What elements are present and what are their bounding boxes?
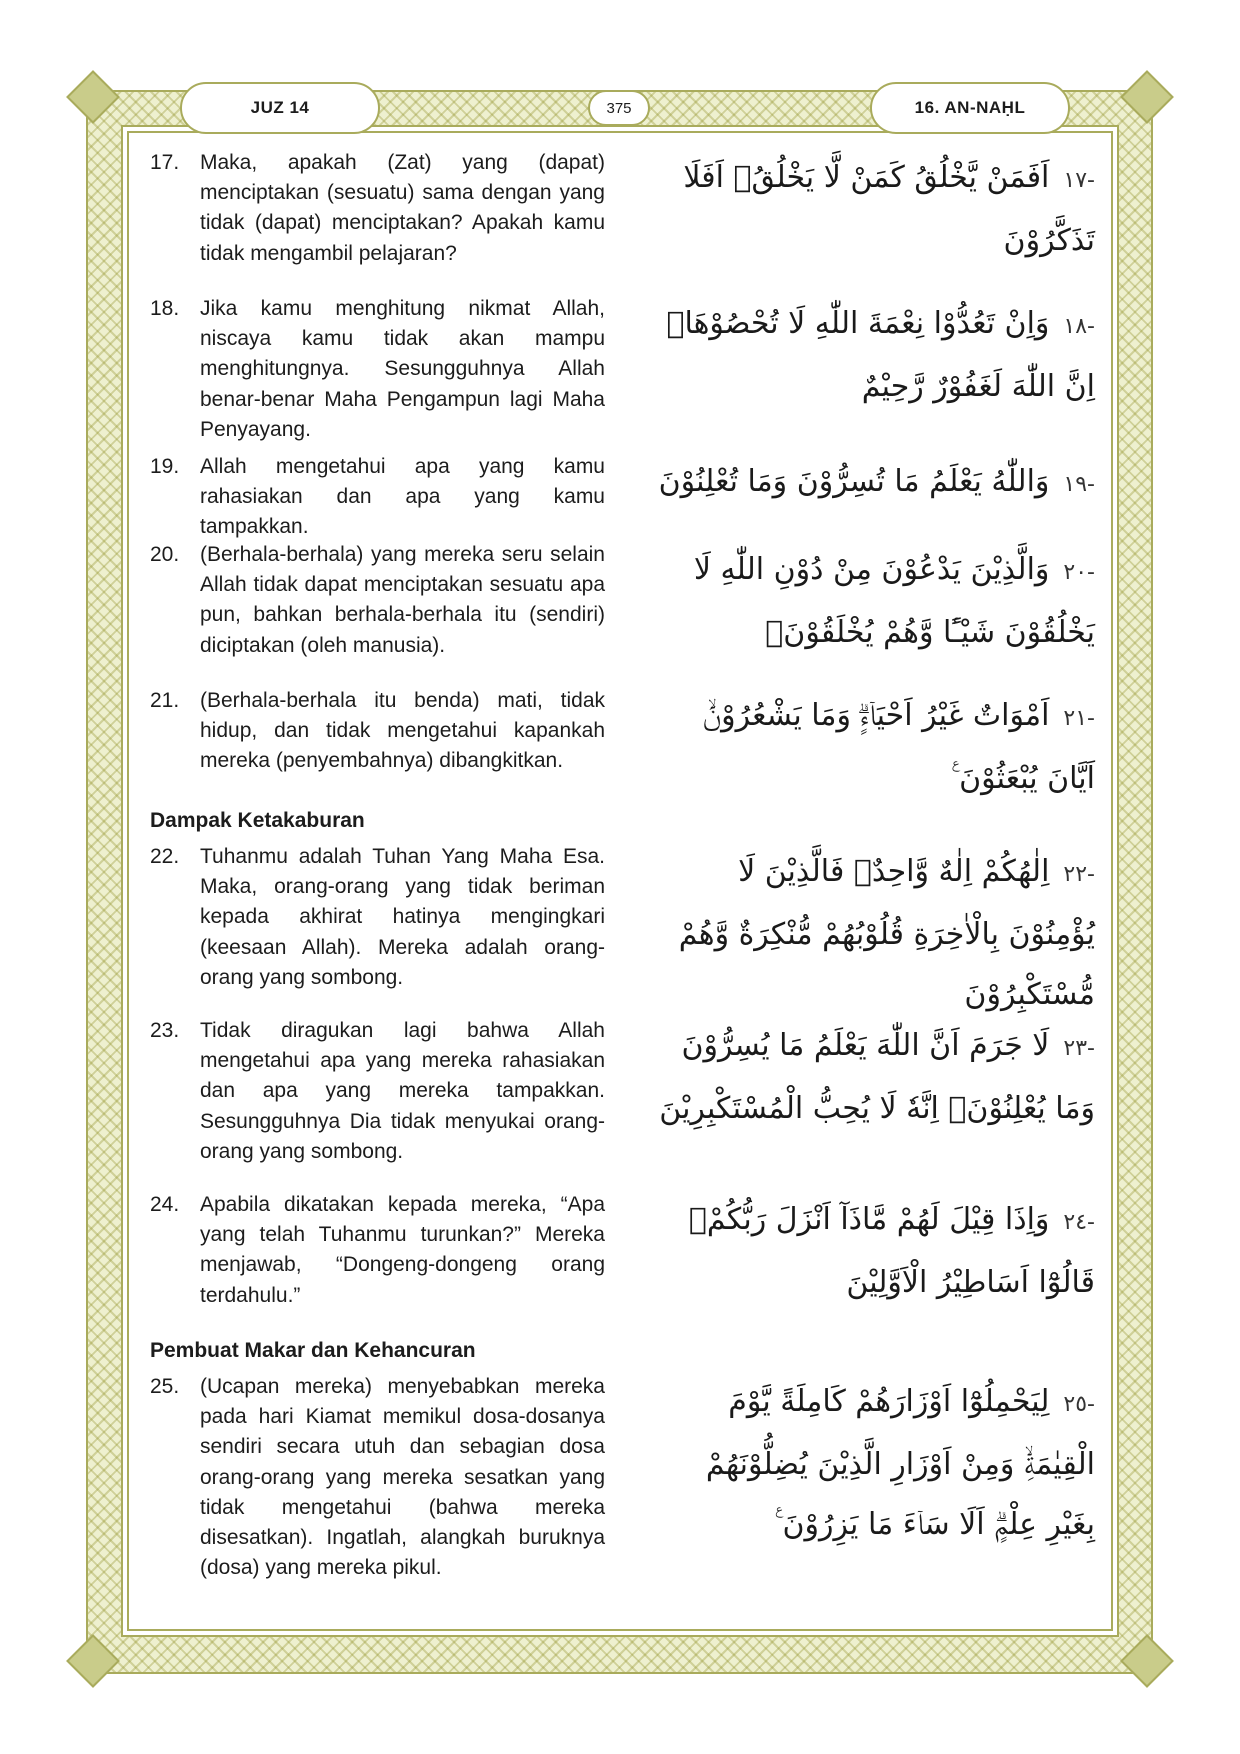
verse-21 — [150, 686, 1095, 806]
section-heading: Dampak Ketakaburan — [150, 809, 365, 832]
arabic-text-block — [650, 842, 1095, 1016]
arabic-verse-number: -١٨ — [1063, 314, 1095, 339]
arabic-text: اَمْوَاتٌ غَيْرُ اَحْيَاۤءٍۗ وَمَا يَشْعُرُوْنَۙ اَيَّانَ يُبْعَثُوْنَ ࣖ — [702, 698, 1095, 796]
arabic-text-block — [650, 686, 1095, 806]
verse-24 — [150, 1190, 1095, 1336]
arabic-text: وَاِنْ تَعُدُّوْا نِعْمَةَ اللّٰهِ لَا تُحْصُوْهَاۗ اِنَّ اللّٰهَ لَغَفُوْرٌ رَّحِيْمٌ — [666, 306, 1095, 404]
arabic-text-block — [650, 148, 1095, 294]
translation — [150, 540, 605, 686]
translation-text: (Berhala-berhala itu benda) mati, tidak hidup, dan tidak mengetahui kapankah mereka (penyembahnya) dibangkitkan. — [200, 689, 605, 773]
arabic-text-block — [650, 540, 1095, 686]
section-heading: Pembuat Makar dan Kehancuran — [150, 1339, 476, 1362]
verse-number: 24. — [150, 1193, 180, 1216]
arabic-text-block — [650, 294, 1095, 452]
translation-text: Jika kamu menghitung nikmat Allah, niscaya kamu tidak akan mampu menghitungnya. Sesungguhnya Allah benar-benar Maha Pengampun lagi Maha Penyayang. — [200, 297, 605, 441]
arabic-verse-number: -١٧ — [1063, 168, 1095, 193]
translation — [150, 686, 605, 806]
translation — [150, 1190, 605, 1336]
translation-text: Allah mengetahui apa yang kamu rahasiakan dan apa yang kamu tampakkan. — [200, 455, 605, 539]
verse-number: 21. — [150, 689, 180, 712]
translation-text: Apabila dikatakan kepada mereka, “Apa yang telah Tuhanmu turunkan?” Mereka menjawab, “Dongeng-dongeng orang terdahulu.” — [200, 1193, 605, 1307]
arabic-verse-number: -٢٤ — [1063, 1210, 1095, 1235]
arabic-verse-number: -١٩ — [1063, 472, 1095, 497]
verse-23 — [150, 1016, 1095, 1190]
arabic-text: اِلٰهُكُمْ اِلٰهٌ وَّاحِدٌۚ فَالَّذِيْنَ لَا يُؤْمِنُوْنَ بِالْاٰخِرَةِ قُلُوْبُهُمْ مُّنْكِرَةٌ وَّهُمْ مُّسْتَكْبِرُوْنَ — [678, 854, 1095, 1012]
translation — [150, 1372, 605, 1588]
arabic-text-block — [650, 1190, 1095, 1336]
arabic-text-block — [650, 1372, 1095, 1588]
arabic-verse-number: -٢١ — [1063, 706, 1095, 731]
translation-text: Maka, apakah (Zat) yang (dapat) menciptakan (sesuatu) sama dengan yang tidak (dapat) menciptakan? Apakah kamu tidak mengambil pelajaran? — [200, 151, 605, 265]
verse-25 — [150, 1372, 1095, 1588]
verse-20 — [150, 540, 1095, 686]
arabic-text: لِيَحْمِلُوْٓا اَوْزَارَهُمْ كَامِلَةً يَّوْمَ الْقِيٰمَةِۙ وَمِنْ اَوْزَارِ الَّذِيْنَ يُضِلُّوْنَهُمْ بِغَيْرِ عِلْمٍۗ اَلَا سَاۤءَ مَا يَزِرُوْنَ ࣖ — [705, 1384, 1095, 1542]
arabic-text: لَا جَرَمَ اَنَّ اللّٰهَ يَعْلَمُ مَا يُسِرُّوْنَ وَمَا يُعْلِنُوْنَۗ اِنَّهٗ لَا يُحِبُّ الْمُسْتَكْبِرِيْنَ — [659, 1028, 1095, 1126]
verse-number: 19. — [150, 455, 180, 478]
translation — [150, 1016, 605, 1190]
verse-number: 22. — [150, 845, 180, 868]
page-number: 375 — [588, 90, 650, 126]
translation — [150, 294, 605, 452]
juz-label: JUZ 14 — [180, 82, 380, 134]
translation — [150, 842, 605, 1016]
arabic-verse-number: -٢٠ — [1063, 560, 1095, 585]
verse-19 — [150, 452, 1095, 540]
arabic-verse-number: -٢٣ — [1063, 1036, 1095, 1061]
verse-number: 25. — [150, 1375, 180, 1398]
translation — [150, 148, 605, 294]
verse-18 — [150, 294, 1095, 452]
arabic-text: وَالَّذِيْنَ يَدْعُوْنَ مِنْ دُوْنِ اللّٰهِ لَا يَخْلُقُوْنَ شَيْـًٔا وَّهُمْ يُخْلَقُوْنَۗ — [693, 552, 1095, 650]
arabic-text: وَاللّٰهُ يَعْلَمُ مَا تُسِرُّوْنَ وَمَا تُعْلِنُوْنَ — [658, 464, 1050, 499]
page-content — [150, 148, 1095, 1588]
verse-number: 20. — [150, 543, 180, 566]
arabic-text-block — [650, 1016, 1095, 1190]
arabic-text: اَفَمَنْ يَّخْلُقُ كَمَنْ لَّا يَخْلُقُۗ اَفَلَا تَذَكَّرُوْنَ — [683, 160, 1095, 258]
translation-text: (Berhala-berhala) yang mereka seru selain Allah tidak dapat menciptakan sesuatu apa pun, bahkan berhala-berhala itu (sendiri) diciptakan (oleh manusia). — [200, 543, 605, 657]
arabic-verse-number: -٢٢ — [1063, 862, 1095, 887]
verse-number: 23. — [150, 1019, 180, 1042]
verse-17 — [150, 148, 1095, 294]
translation-text: Tuhanmu adalah Tuhan Yang Maha Esa. Maka, orang-orang yang tidak beriman kepada akhirat hatinya mengingkari (keesaan Allah). Mereka adalah orang-orang yang sombong. — [200, 845, 605, 989]
translation-text: (Ucapan mereka) menyebabkan mereka pada hari Kiamat memikul dosa-dosanya sendiri secara utuh dan sebagian dosa orang-orang yang mereka sesatkan yang tidak mengetahui (bahwa mereka disesatkan). Ingatlah, alangkah buruknya (dosa) yang mereka pikul. — [200, 1375, 605, 1580]
surah-label: 16. AN-NAḤL — [870, 82, 1070, 134]
verse-number: 17. — [150, 151, 180, 174]
translation — [150, 452, 605, 540]
verse-22 — [150, 842, 1095, 1016]
verse-number: 18. — [150, 297, 180, 320]
arabic-verse-number: -٢٥ — [1063, 1392, 1095, 1417]
translation-text: Tidak diragukan lagi bahwa Allah mengetahui apa yang mereka rahasiakan dan apa yang mereka tampakkan. Sesungguhnya Dia tidak menyukai orang-orang yang sombong. — [200, 1019, 605, 1163]
arabic-text-block — [650, 452, 1095, 540]
arabic-text: وَاِذَا قِيْلَ لَهُمْ مَّاذَآ اَنْزَلَ رَبُّكُمْۙ قَالُوْٓا اَسَاطِيْرُ الْاَوَّلِيْنَ — [688, 1202, 1095, 1300]
